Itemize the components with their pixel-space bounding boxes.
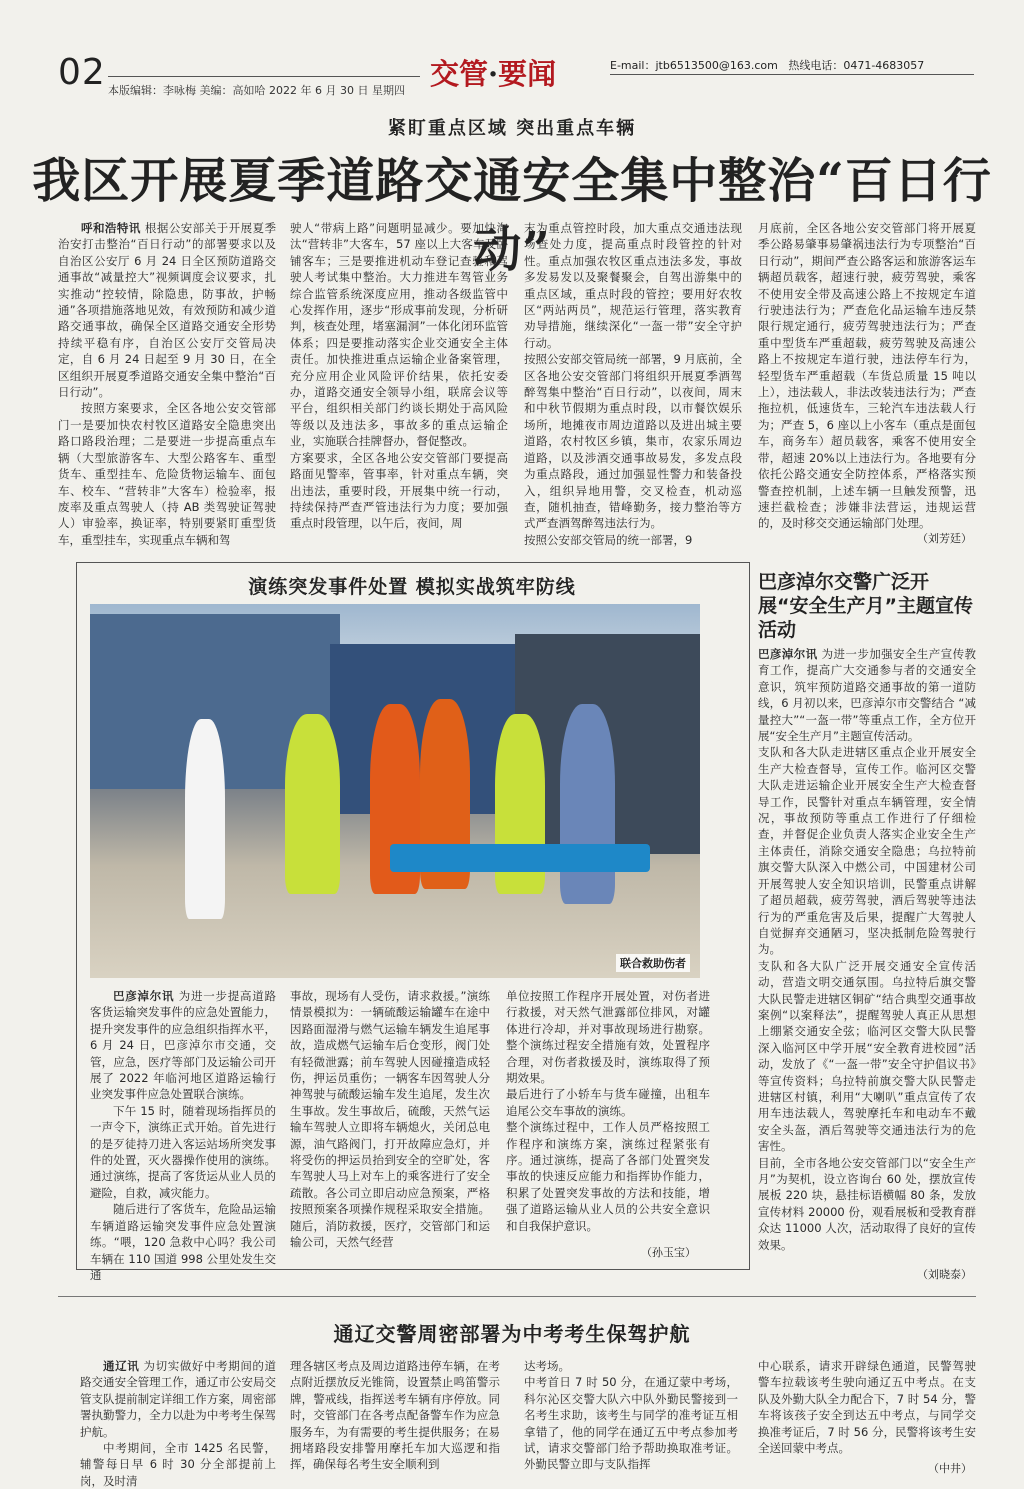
stretcher-image <box>390 844 650 872</box>
drill-author: （孙玉宝） <box>641 1246 696 1259</box>
drill-col-1: 巴彦淖尔讯 为进一步提高道路客货运输突发事件的应急处置能力，提升突发事件的应急组织指挥水平，6 月 24 日，巴彦淖尔市交通，交管，应急，医疗等部门及运输公司开展了 2022 年临河地区道路运输行业突发事件应急处置联合演练。 下午 15 时，随着现场指挥员的一声令下，演练正式开始。首先进行的是歹徒持刀进入客运站场所突发事件的处置，灭火器操作使用的演练。通过演练，提高了客货运从业人员的避险，自救，减灾能力。 随后进行了客货车，危险品运输车辆道路运输突发事件应急处置演练。“喂，120 急救中心吗？我公司车辆在 110 国道 998 公里处发生交通 <box>90 989 277 1282</box>
drill-col-3: 单位按照工作程序开展处置，对伤者进行救援，对天然气泄露部位排风，对罐体进行冷却，并对事故现场进行勘察。整个演练过程安全措施有效，处置程序合理，对伤者救援及时，演练取得了预期效果。 最后进行了小轿车与货车碰撞，出租车追尾公交车事故的演练。 整个演练过程中，工作人员严格按照工作程序和演练方案，演练过程紧张有序。通过演练，提高了各部门处置突发事故的快速反应能力和指挥协作能力，积累了处置突发事故的方法和技能，增强了道路运输从业人员的公共安全意识和自我保护意识。 <box>506 989 710 1233</box>
lead-col-3: 末为重点管控时段，加大重点交通违法现场查处力度，提高重点时段管控的针对性。重点加强农牧区重点违法多发，事故多发易发以及聚餐聚会，自驾出游集中的重点区域，重点时段的管控；要用好农牧区“两站两员”，规范运行管理，落实教育劝导措施，继续深化“一盔一带”安全守护行动。 按照公安部交管局统一部署，9 月底前，全区各地公安交管部门将组织开展夏季酒驾醉驾集中整治“百日行动”，以夜间，周末和中秋节假期为重点时段，以市餐饮娱乐场所，地摊夜市周边道路以及进出城主要道路，农村牧区乡镇，集市，农家乐周边道路，以及涉酒交通事故易发，多发点段为重点路段，通过加强显性警力和装备投入，组织异地用警，交叉检查，机动巡查，随机抽查，错峰勤务，接力整治等方式严查酒驾醉驾违法行为。 按照公安部交管局的统一部署，9 <box>524 221 742 547</box>
drill-dateline: 巴彦淖尔讯 <box>113 989 175 1003</box>
lead-col-1: 呼和浩特讯 根据公安部关于开展夏季治安打击整治“百日行动”的部署要求以及自治区公安厅 6 月 24 日全区预防道路交通事故“减量控大”视频调度会议要求，扎实推动“控较情，除隐患，防事故，护畅通”各项措施落地见效，有效预防和减少道路交通事故，确保全区道路交通安全形势持续平稳有序，自治区公安厅交管局决定，自 6 月 24 日起至 9 月 30 日，在全区组织开展夏季道路交通安全集中整治“百日行动”。 按照方案要求，全区各地公安交管部门一是要加快农村牧区道路安全隐患突出路口路段治理；二是要进一步提高重点车辆（大型旅游客车、大型公路客车、重型货车、重型挂车、危险货物运输车、面包车、校车、“营转非”大客车）检验率，报废率及重点驾驶人（持 AB 类驾驶证驾驶人）审验率，换证率，特别要紧盯重型货车，重型挂车，实现重点车辆和驾 <box>58 221 276 547</box>
section-title: 交管·要闻 <box>430 57 557 91</box>
lead-col-2: 驶人“带病上路”问题明显减少。要加快淘汰“营转非”大客车，57 座以上大客车及卧铺客车；三是要推进机动车登记查验和驾驶人考试集中整治。大力推进车驾管业务综合监管系统深度应用，推动各级监管中心发挥作用，逐步“形成事前发现，分析研判，核查处理，堵塞漏洞”一体化闭环监管体系；四是要推动落实企业交通安全主体责任。加快推进重点运输企业备案管理，充分应用企业风险评价结果，依托安委办，道路交通安全领导小组，联席会议等平台，组织相关部门约谈长期处于高风险等级以及违法多，事故多的重点运输企业，实施联合挂牌督办，督促整改。 方案要求，全区各地公安交管部门要提高路面见警率，管事率，针对重点车辆，突出违法，重要时段，开展集中统一行动，持续保持严查严管违法行为力度；要加强重点时段管理，以午后，夜间，周 <box>290 221 508 531</box>
exam-dateline: 通辽讯 <box>103 1359 140 1373</box>
exam-author: （中井） <box>928 1462 972 1475</box>
editor-meta: 本版编辑：李咏梅 美编：高如哈 2022 年 6 月 30 日 星期四 <box>108 84 405 97</box>
sidebar-body: 巴彦淖尔讯 为进一步加强安全生产宣传教育工作，提高广大交通参与者的交通安全意识，筑牢预防道路交通事故的第一道防线，6 月初以来，巴彦淖尔市交警结合 “减量控大”“一盔一带”等重点工作，全方位开展“安全生产月”主题宣传活动。 支队和各大队走进辖区重点企业开展安全生产大检查督导，宣传工作。临河区交警大队走进运输企业开展安全生产大检查督导工作，民警针对重点车辆管理，安全情况，事故预防等重点工作进行了仔细检查，并督促企业负责人落实企业安全生产主体责任，消除交通安全隐患；乌拉特前旗交警大队深入中燃公司，中国建材公司开展驾驶人安全知识培训，民警重点讲解了超员超载，疲劳驾驶，酒后驾驶等违法行为的严重危害及后果，提醒广大驾驶人自觉摒弃交通陋习，坚决抵制危险驾驶行为。 支队和各大队广泛开展交通安全宣传活动，营造文明交通氛围。乌拉特后旗交警大队民警走进辖区铜矿“结合典型交通事故案例“以案释法”，提醒驾驶人真正从思想上绷紧交通安全弦；临河区交警大队民警深入临河区中学开展“安全教育进校园”活动，发放了《“一盔一带”安全守护倡议书》等宣传资料；乌拉特前旗交警大队民警走进辖区村镇，利用“大喇叭”重点宣传了农用车违法载人，驾驶摩托车和电动车不戴安全头盔，酒后驾驶等交通违法行为的危害性。 目前，全市各地公安交管部门以“安全生产月”为契机，设立咨询台 60 处，摆放宣传展板 220 块，悬挂标语横幅 80 条，发放宣传材料 20000 份，观看展板和受教育群众达 11000 人次，活动取得了良好的宣传效果。 <box>758 647 977 1252</box>
photo-caption: 联合救助伤者 <box>616 954 690 972</box>
lead-headline: 我区开展夏季道路交通安全集中整治“百日行动” <box>32 153 992 278</box>
lead-dateline: 呼和浩特讯 <box>81 221 141 235</box>
officer-figure <box>285 714 340 894</box>
exam-col-1: 通辽讯 为切实做好中考期间的道路交通安全管理工作，通辽市公安局交管支队提前制定详细工作方案，周密部署执勤警力，全力以赴为中考考生保驾护航。 中考期间，全市 1425 名民警，辅警每日早 6 时 30 分全部提前上岗，及时清 <box>80 1359 277 1488</box>
section-divider <box>58 1296 976 1297</box>
exam-title: 通辽交警周密部署为中考考生保驾护航 <box>333 1322 691 1346</box>
officer-figure-3 <box>560 704 615 904</box>
sidebar-author: （刘晓泰） <box>917 1268 972 1281</box>
sidebar-dateline: 巴彦淖尔讯 <box>758 647 818 661</box>
header-rule-right <box>610 74 974 75</box>
exam-col-4: 中心联系，请求开辟绿色通道，民警驾驶警车拉载该考生驶向通辽五中考点。在支队及外勤大队全力配合下，7 时 54 分，警车将该孩子安全到达五中考点，与同学交换准考证后，7 时 56 分，民警将该考生安全送回蒙中考点。 <box>758 1359 976 1456</box>
drill-col-2: 事故，现场有人受伤，请求救援。”演练情景模拟为：一辆硫酸运输罐车在途中因路面湿滑与燃气运输车辆发生追尾事故，造成燃气运输车后仓变形，阀门处有轻微泄露；前车驾驶人因碰撞造成轻伤，押运员重伤；一辆客车因驾驶人分神驾驶与硫酸运输车发生追尾，发生次生事故。发生事故后，硫酸，天然气运输车驾驶人立即将车辆熄火，关闭总电源，油气路阀门，打开故障应急灯，并将受伤的押运员抬到安全的空旷处，客车驾驶人马上对车上的乘客进行了安全疏散。各公司立即启动应急预案，严格按照预案各项操作规程采取安全措施。随后，消防救援，医疗，交管部门和运输公司，天然气经营 <box>290 989 490 1250</box>
header-rule <box>108 76 420 77</box>
lead-subhead: 紧盯重点区域 突出重点车辆 <box>387 118 637 139</box>
lead-author: （刘芳廷） <box>917 532 972 545</box>
lead-col-4: 月底前，全区各地公安交管部门将开展夏季公路易肇事易肇祸违法行为专项整治“百日行动”，期间严查公路客运和旅游客运车辆超员载客，超速行驶，疲劳驾驶，乘客不使用安全带及高速公路上不按规定车道行驶违法行为；严查危化品运输车违反禁限行规定通行，疲劳驾驶违法行为；严查重中型货车严重超载，疲劳驾驶及高速公路上不按规定车道行驶，违法停车行为，轻型货车严重超载（车货总质量 15 吨以上），违法载人，非法改装违法行为；严查拖拉机，低速货车，三轮汽车违法载人行为；严查 5，6 座以上小客车（重点是面包车，商务车）超员载客，乘客不使用安全带，超速 20%以上违法行为。各地要有分依托公路交通安全防控体系，严格落实预警查控机制，上述车辆一旦触发预警，迅速拦截检查；涉嫌非法营运，违规运营的，及时移交交通运输部门处理。 <box>758 221 976 531</box>
drill-photo <box>90 604 700 978</box>
exam-col-2: 理各辖区考点及周边道路违停车辆，在考点附近摆放反光锥筒，设置禁止鸣笛警示牌，警戒线，指挥送考车辆有序停放。同时，交管部门在各考点配备警车作为应急服务车，为有需要的考生提供服务；在易拥堵路段安排警用摩托车加大巡逻和指挥，确保每名考生安全顺利到 <box>290 1359 500 1472</box>
sidebar-title: 巴彦淖尔交警广泛开展“安全生产月”主题宣传活动 <box>758 571 973 641</box>
drill-title: 演练突发事件处置 模拟实战筑牢防线 <box>248 576 576 598</box>
nurse-figure <box>185 719 225 919</box>
page-number: 02 <box>58 52 106 93</box>
exam-col-3: 达考场。 中考首日 7 时 50 分，在通辽蒙中考场，科尔沁区交警大队六中队外勤民警接到一名考生求助，该考生与同学的准考证互相拿错了，他的同学在通辽五中考点参加考试，请求交警部门给予帮助换取准考证。外勤民警立即与支队指挥 <box>524 1359 738 1472</box>
contact-info: E-mail：jtb6513500@163.com 热线电话：0471-4683057 <box>610 59 925 72</box>
